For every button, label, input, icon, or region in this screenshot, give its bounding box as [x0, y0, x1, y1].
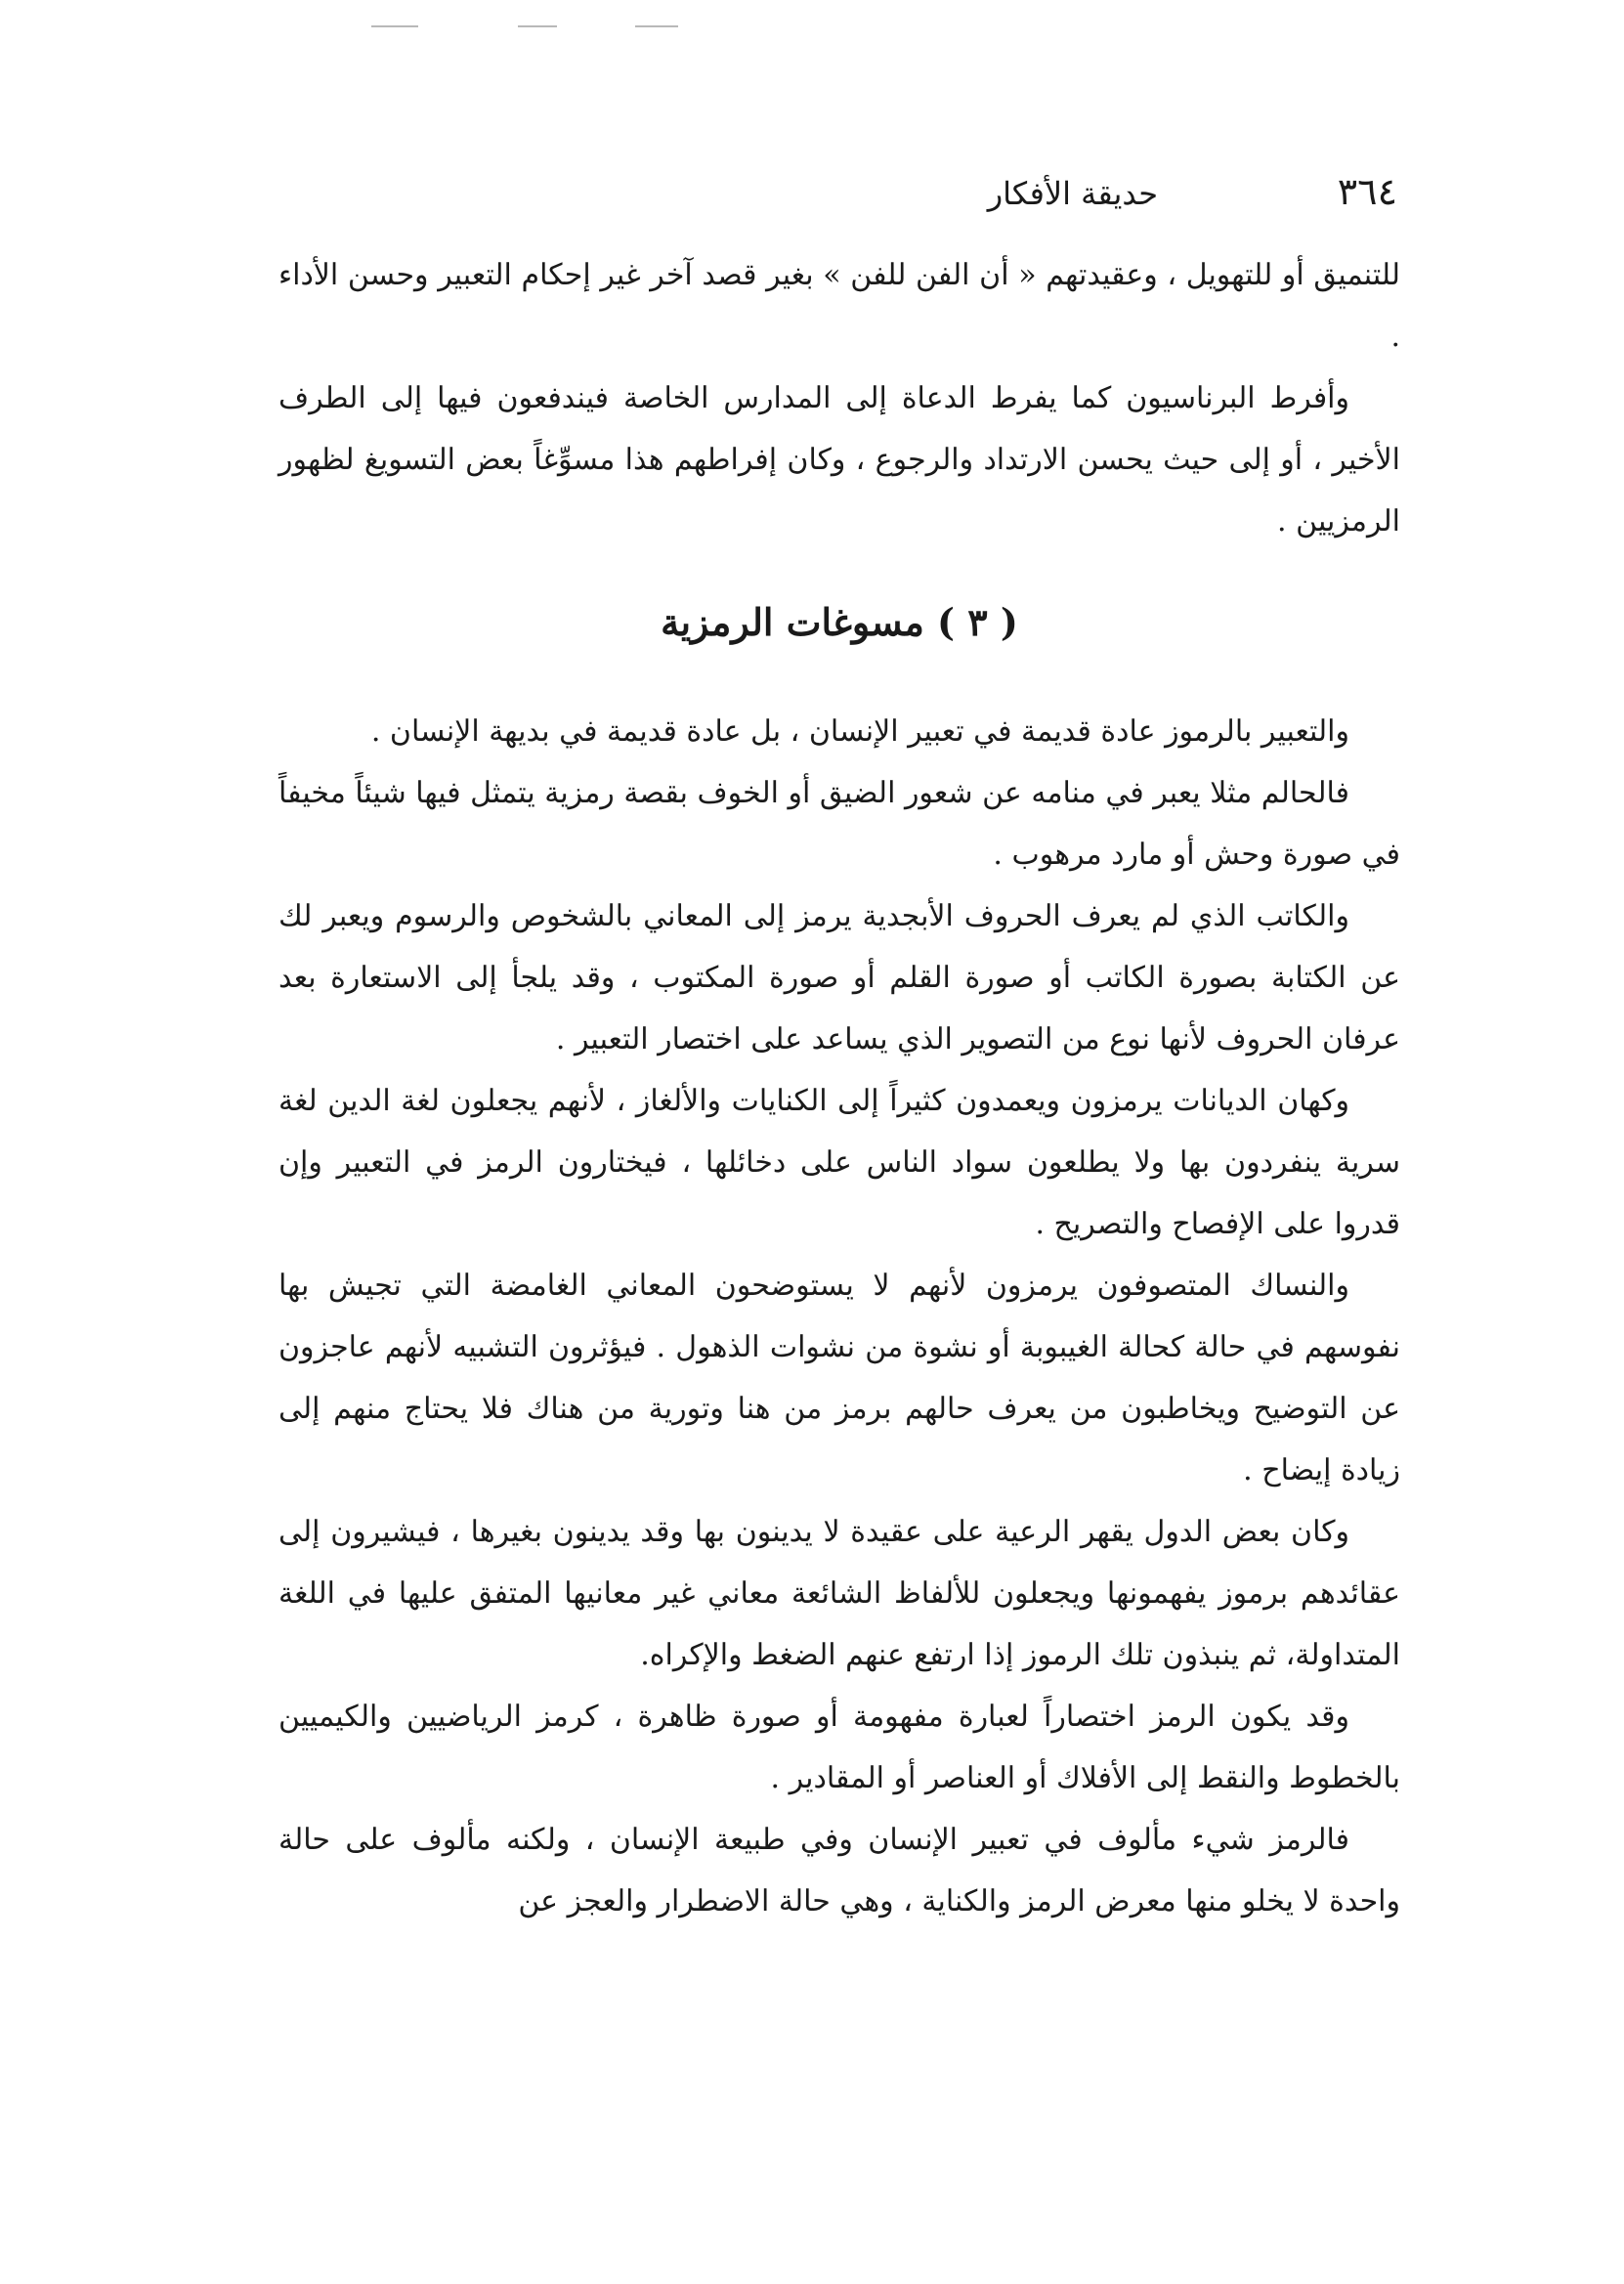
scan-mark [518, 25, 557, 27]
paragraph: وقد يكون الرمز اختصاراً لعبارة مفهومة أو صورة ظاهرة ، كرمز الرياضيين والكيميين بالخطوط والنقط إلى الأفلاك أو العناصر أو المقادير . [278, 1700, 1400, 1795]
paragraph: فالحالم مثلا يعبر في منامه عن شعور الضيق أو الخوف بقصة رمزية يتمثل فيها شيئاً مخيفاً في صورة وحش أو مارد مرهوب . [278, 776, 1400, 872]
paragraph: والنساك المتصوفون يرمزون لأنهم لا يستوضحون المعاني الغامضة التي تجيش بها نفوسهم في حالة كحالة الغيبوبة أو نشوة من نشوات الذهول . فيؤثرون التشبيه لأنهم عاجزون عن التوضيح ويخاطبون من يعرف حالهم برمز من هنا وتورية من هناك فلا يحتاج منهم إلى زيادة إيضاح . [278, 1269, 1400, 1487]
paragraph-group-after [278, 701, 1400, 1932]
paragraph-group-before [278, 244, 1400, 552]
page-header [743, 164, 1397, 223]
scan-mark [635, 25, 678, 27]
paragraph: فالرمز شيء مألوف في تعبير الإنسان وفي طبيعة الإنسان ، ولكنه مألوف على حالة واحدة لا يخلو منها معرض الرمز والكناية ، وهي حالة الاضطرار والعجز عن [278, 1823, 1400, 1918]
paragraph: وكان بعض الدول يقهر الرعية على عقيدة لا يدينون بها وقد يدينون بغيرها ، فيشيرون إلى عقائدهم برموز يفهمونها ويجعلون للألفاظ الشائعة معاني غير معانيها المتفق عليها في اللغة المتداولة، ثم ينبذون تلك الرموز إذا ارتفع عنهم الضغط والإكراه. [278, 1515, 1400, 1672]
paragraph: والتعبير بالرموز عادة قديمة في تعبير الإنسان ، بل عادة قديمة في بديهة الإنسان . [370, 714, 1349, 749]
page-number: ٣٦٤ [1337, 170, 1397, 213]
running-head: حديقة الأفكار [987, 175, 1158, 212]
paragraph: والكاتب الذي لم يعرف الحروف الأبجدية يرمز إلى المعاني بالشخوص والرسوم ويعبر لك عن الكتابة بصورة الكاتب أو صورة القلم أو صورة المكتوب ، وقد يلجأ إلى الاستعارة بعد عرفان الحروف لأنها نوع من التصوير الذي يساعد على اختصار التعبير . [278, 899, 1400, 1056]
body-text [278, 244, 1400, 1932]
paragraph: وكهان الديانات يرمزون ويعمدون كثيراً إلى الكنايات والألغاز ، لأنهم يجعلون لغة الدين لغة سرية ينفردون بها ولا يطلعون سواد الناس على دخائلها ، فيختارون الرمز في التعبير وإن قدروا على الإفصاح والتصريح . [278, 1084, 1400, 1241]
section-heading: ( ٣ ) مسوغات الرمزية [661, 600, 1018, 644]
paragraph: للتنميق أو للتهويل ، وعقيدتهم « أن الفن للفن » بغير قصد آخر غير إحكام التعبير وحسن الأداء . [278, 258, 1400, 354]
scan-marks [371, 25, 782, 29]
paragraph: وأفرط البرناسيون كما يفرط الدعاة إلى المدارس الخاصة فيندفعون فيها إلى الطرف الأخير ، أو إلى حيث يحسن الارتداد والرجوع ، وكان إفراطهم هذا مسوِّغاً بعض التسويغ لظهور الرمزيين . [278, 381, 1400, 539]
scan-mark [371, 25, 418, 27]
